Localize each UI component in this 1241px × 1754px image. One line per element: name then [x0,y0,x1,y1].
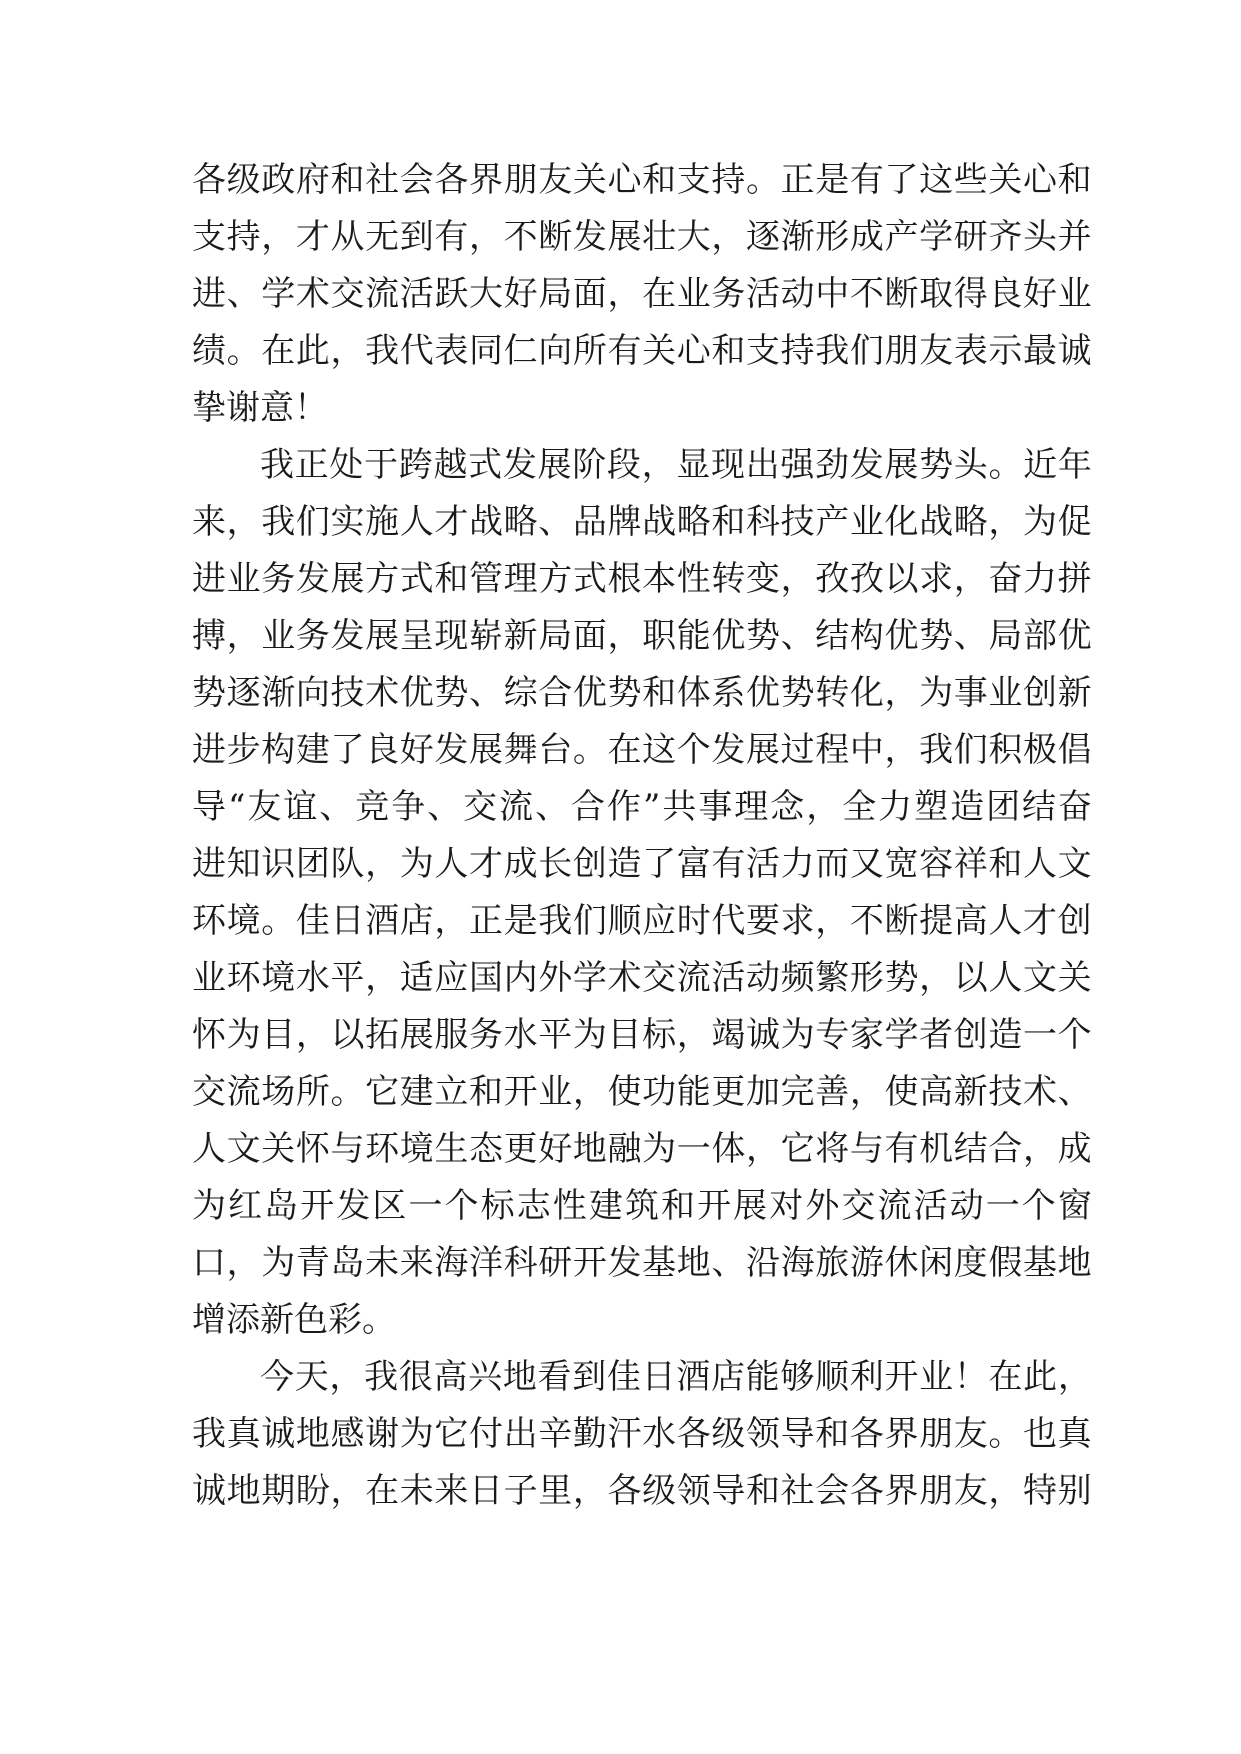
text-line: 我 真 诚 地 感 谢 为 它 付 出 辛 勤 汗 水 各 级 领 导 和 各 界 朋 友 。 也 真 [192,1414,1092,1454]
text-line: 进 、 学 术 交 流 活 跃 大 好 局 面 ， 在 业 务 活 动 中 不 断 取 得 良 好 业 [192,274,1092,314]
text-line: 来 ， 我 们 实 施 人 才 战 略 、 品 牌 战 略 和 科 技 产 业 化 战 略 ， 为 促 [192,502,1092,542]
text-line: 支 持 ， 才 从 无 到 有 ， 不 断 发 展 壮 大 ， 逐 渐 形 成 产 学 研 齐 头 并 [192,217,1092,257]
text-line: 绩 。 在 此 ， 我 代 表 同 仁 向 所 有 关 心 和 支 持 我 们 朋 友 表 示 最 诚 [192,331,1092,371]
text-line: 各 级 政 府 和 社 会 各 界 朋 友 关 心 和 支 持 。 正 是 有 了 这 些 关 心 和 [192,160,1092,200]
text-line: 我 正 处 于 跨 越 式 发 展 阶 段 ， 显 现 出 强 劲 发 展 势 头 。 近 年 [260,445,1092,485]
text-line: 交 流 场 所 。 它 建 立 和 开 业 ， 使 功 能 更 加 完 善 ， 使 高 新 技 术 、 [192,1072,1092,1112]
text-line: 为 红 岛 开 发 区 一 个 标 志 性 建 筑 和 开 展 对 外 交 流 活 动 一 个 窗 [192,1186,1092,1226]
text-line: 进 业 务 发 展 方 式 和 管 理 方 式 根 本 性 转 变 ， 孜 孜 以 求 ， 奋 力 拼 [192,559,1092,599]
text-line: 进 步 构 建 了 良 好 发 展 舞 台 。 在 这 个 发 展 过 程 中 ， 我 们 积 极 倡 [192,730,1092,770]
text-line: 诚 地 期 盼 ， 在 未 来 日 子 里 ， 各 级 领 导 和 社 会 各 界 朋 友 ， 特 别 [192,1471,1092,1511]
text-line: 今 天 ， 我 很 高 兴 地 看 到 佳 日 酒 店 能 够 顺 利 开 业 ！ 在 此 ， [260,1357,1092,1397]
paragraph-3 [192,1349,1092,1520]
text-line: 搏 ， 业 务 发 展 呈 现 崭 新 局 面 ， 职 能 优 势 、 结 构 优 势 、 局 部 优 [192,616,1092,656]
text-line: 进 知 识 团 队 ， 为 人 才 成 长 创 造 了 富 有 活 力 而 又 宽 容 祥 和 人 文 [192,844,1092,884]
text-line: 增添新色彩。 [192,1300,396,1340]
body-text [192,152,1092,1520]
text-line: 口 ， 为 青 岛 未 来 海 洋 科 研 开 发 基 地 、 沿 海 旅 游 休 闲 度 假 基 地 [192,1243,1092,1283]
text-line: 势 逐 渐 向 技 术 优 势 、 综 合 优 势 和 体 系 优 势 转 化 ， 为 事 业 创 新 [192,673,1092,713]
paragraph-1 [192,152,1092,437]
text-line: 挚谢意！ [192,388,328,428]
text-line: 人 文 关 怀 与 环 境 生 态 更 好 地 融 为 一 体 ， 它 将 与 有 机 结 合 ， 成 [192,1129,1092,1169]
text-line: 业 环 境 水 平 ， 适 应 国 内 外 学 术 交 流 活 动 频 繁 形 势 ， 以 人 文 关 [192,958,1092,998]
text-line: 导 “ 友 谊 、 竞 争 、 交 流 、 合 作 ” 共 事 理 念 ， 全 力 塑 造 团 结 奋 [192,787,1092,827]
text-line: 怀 为 目 ， 以 拓 展 服 务 水 平 为 目 标 ， 竭 诚 为 专 家 学 者 创 造 一 个 [192,1015,1092,1055]
text-line: 环 境 。 佳 日 酒 店 ， 正 是 我 们 顺 应 时 代 要 求 ， 不 断 提 高 人 才 创 [192,901,1092,941]
paragraph-2 [192,437,1092,1349]
